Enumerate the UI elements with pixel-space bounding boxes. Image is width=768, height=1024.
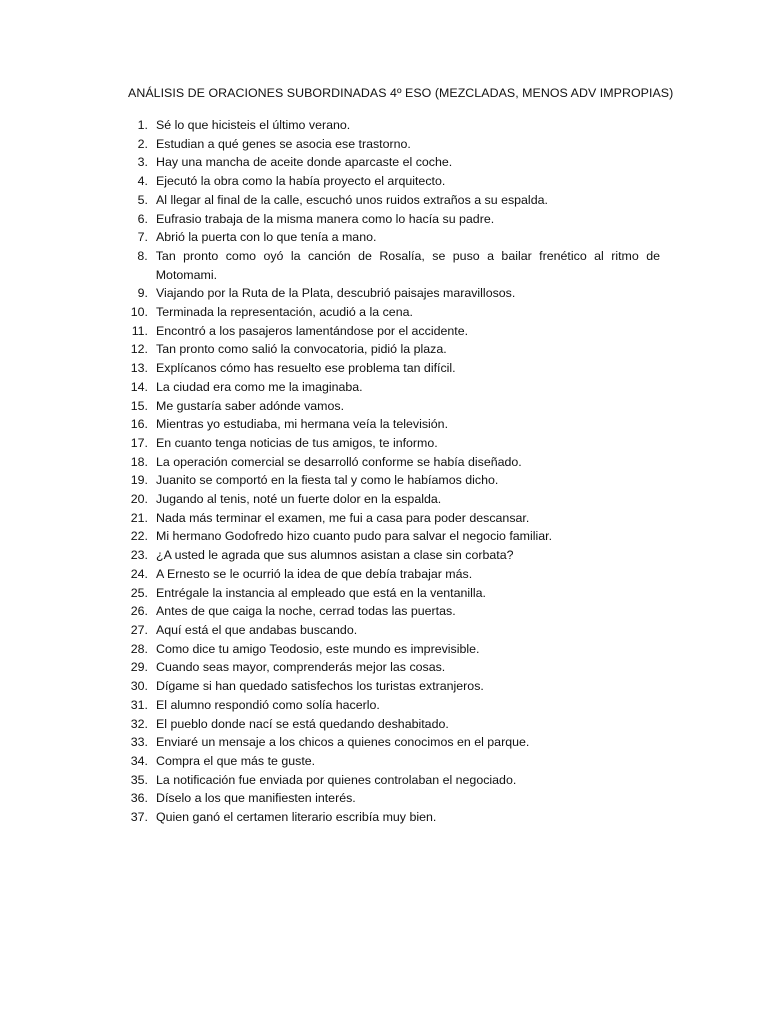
- list-item: [120, 135, 660, 154]
- item-sentence: Tan pronto como salió la convocatoria, pidió la plaza.: [156, 342, 447, 357]
- item-number: 12.: [130, 342, 148, 357]
- item-number: 30.: [130, 679, 148, 694]
- list-item: [120, 303, 660, 322]
- item-sentence: Tan pronto como oyó la canción de Rosalía, se puso a bailar frenético al ritmo de Motomami.: [155, 248, 660, 282]
- list-item: [120, 247, 660, 284]
- list-item: [120, 471, 660, 490]
- item-number: 15.: [130, 398, 148, 413]
- item-number: 34.: [130, 753, 148, 768]
- list-item: [120, 658, 660, 677]
- list-item: [120, 378, 660, 397]
- item-sentence: Cuando seas mayor, comprenderás mejor las cosas.: [156, 660, 446, 675]
- item-number: 37.: [130, 810, 148, 825]
- item-number: 8.: [137, 248, 148, 263]
- item-number: 32.: [130, 716, 148, 731]
- item-sentence: Mi hermano Godofredo hizo cuanto pudo para salvar el negocio familiar.: [156, 529, 553, 544]
- item-number: 14.: [130, 379, 148, 394]
- item-sentence: La operación comercial se desarrolló conforme se había diseñado.: [156, 454, 522, 469]
- item-sentence: Entrégale la instancia al empleado que está en la ventanilla.: [156, 585, 486, 600]
- item-sentence: En cuanto tenga noticias de tus amigos, te informo.: [156, 435, 438, 450]
- list-item: [120, 340, 660, 359]
- list-item: [120, 771, 660, 790]
- item-sentence: Sé lo que hicisteis el último verano.: [156, 118, 351, 132]
- list-item: [120, 509, 660, 528]
- list-item: [120, 602, 660, 621]
- list-item: [120, 228, 660, 247]
- item-sentence: El alumno respondió como solía hacerlo.: [156, 697, 380, 712]
- list-item: [120, 808, 660, 827]
- item-number: 20.: [130, 492, 148, 507]
- item-number: 3.: [137, 155, 148, 170]
- list-item: [120, 640, 660, 659]
- list-item: [120, 546, 660, 565]
- item-sentence: El pueblo donde nací se está quedando deshabitado.: [156, 716, 449, 731]
- item-number: 5.: [137, 192, 148, 207]
- item-number: 7.: [137, 230, 148, 245]
- list-item: [120, 453, 660, 472]
- list-item: [120, 153, 660, 172]
- list-item: [120, 397, 660, 416]
- item-number: 11.: [131, 323, 148, 338]
- list-item: [120, 696, 660, 715]
- item-sentence: Enviaré un mensaje a los chicos a quienes conocimos en el parque.: [156, 735, 530, 750]
- item-sentence: Me gustaría saber adónde vamos.: [156, 398, 345, 413]
- list-item: [120, 490, 660, 509]
- list-item: [120, 715, 660, 734]
- item-sentence: La notificación fue enviada por quienes controlaban el negociado.: [156, 772, 517, 787]
- list-item: [120, 733, 660, 752]
- item-sentence: Ejecutó la obra como la había proyecto el arquitecto.: [156, 174, 446, 189]
- item-sentence: Explícanos cómo has resuelto ese problema tan difícil.: [156, 361, 456, 376]
- item-number: 24.: [130, 566, 148, 581]
- item-number: 36.: [130, 791, 148, 806]
- item-sentence: Viajando por la Ruta de la Plata, descubrió paisajes maravillosos.: [156, 286, 516, 301]
- sentence-list: [120, 116, 660, 827]
- item-sentence: Compra el que más te guste.: [156, 753, 316, 768]
- item-number: 16.: [130, 417, 148, 432]
- item-sentence: Hay una mancha de aceite donde aparcaste el coche.: [156, 155, 453, 170]
- item-number: 29.: [130, 660, 148, 675]
- item-number: 9.: [137, 286, 148, 301]
- list-item: [120, 415, 660, 434]
- item-sentence: Díselo a los que manifiesten interés.: [156, 791, 356, 806]
- item-sentence: Terminada la representación, acudió a la cena.: [156, 305, 413, 320]
- list-item: [120, 584, 660, 603]
- item-sentence: Abrió la puerta con lo que tenía a mano.: [156, 230, 377, 245]
- item-number: 19.: [130, 473, 148, 488]
- list-item: [120, 677, 660, 696]
- item-sentence: Encontró a los pasajeros lamentándose por el accidente.: [156, 323, 469, 338]
- item-sentence: La ciudad era como me la imaginaba.: [156, 379, 363, 394]
- item-sentence: Aquí está el que andabas buscando.: [156, 622, 358, 637]
- item-sentence: Nada más terminar el examen, me fui a casa para poder descansar.: [156, 510, 530, 525]
- item-sentence: Juanito se comportó en la fiesta tal y como le habíamos dicho.: [156, 473, 499, 488]
- list-item: [120, 210, 660, 229]
- item-number: 18.: [130, 454, 148, 469]
- list-item: [120, 621, 660, 640]
- item-number: 2.: [137, 136, 148, 151]
- item-sentence: ¿A usted le agrada que sus alumnos asistan a clase sin corbata?: [156, 548, 514, 563]
- item-number: 4.: [137, 174, 148, 189]
- item-sentence: Al llegar al final de la calle, escuchó unos ruidos extraños a su espalda.: [156, 192, 548, 207]
- item-sentence: Eufrasio trabaja de la misma manera como lo hacía su padre.: [156, 211, 495, 226]
- item-number: 21.: [130, 510, 148, 525]
- item-number: 25.: [130, 585, 148, 600]
- item-number: 10.: [130, 305, 148, 320]
- item-number: 13.: [130, 361, 148, 376]
- item-sentence: Dígame si han quedado satisfechos los turistas extranjeros.: [156, 679, 484, 694]
- item-number: 35.: [130, 772, 148, 787]
- list-item: [120, 322, 660, 341]
- list-item: [120, 527, 660, 546]
- item-number: 27.: [130, 622, 148, 637]
- item-number: 22.: [130, 529, 148, 544]
- item-number: 31.: [130, 697, 148, 712]
- item-number: 17.: [130, 435, 148, 450]
- item-sentence: Antes de que caiga la noche, cerrad todas las puertas.: [156, 604, 456, 619]
- item-number: 23.: [130, 548, 148, 563]
- list-item: [120, 172, 660, 191]
- item-number: 26.: [130, 604, 148, 619]
- list-item: [120, 284, 660, 303]
- list-item: [120, 359, 660, 378]
- list-item: [120, 434, 660, 453]
- document-title: ANÁLISIS DE ORACIONES SUBORDINADAS 4º ESO (MEZCLADAS, MENOS ADV IMPROPIAS): [128, 86, 674, 100]
- item-sentence: A Ernesto se le ocurrió la idea de que debía trabajar más.: [156, 566, 473, 581]
- item-sentence: Estudian a qué genes se asocia ese trastorno.: [156, 136, 411, 151]
- list-item: [120, 789, 660, 808]
- item-number: 33.: [130, 735, 148, 750]
- item-sentence: Mientras yo estudiaba, mi hermana veía la televisión.: [156, 417, 449, 432]
- list-item: [120, 116, 660, 135]
- list-item: [120, 191, 660, 210]
- item-sentence: Quien ganó el certamen literario escribía muy bien.: [156, 810, 437, 825]
- list-item: [120, 565, 660, 584]
- list-item: [120, 752, 660, 771]
- item-sentence: Como dice tu amigo Teodosio, este mundo es imprevisible.: [156, 641, 480, 656]
- item-number: 28.: [130, 641, 148, 656]
- item-sentence: Jugando al tenis, noté un fuerte dolor en la espalda.: [156, 492, 442, 507]
- item-number: 6.: [137, 211, 148, 226]
- item-number: 1.: [137, 118, 148, 132]
